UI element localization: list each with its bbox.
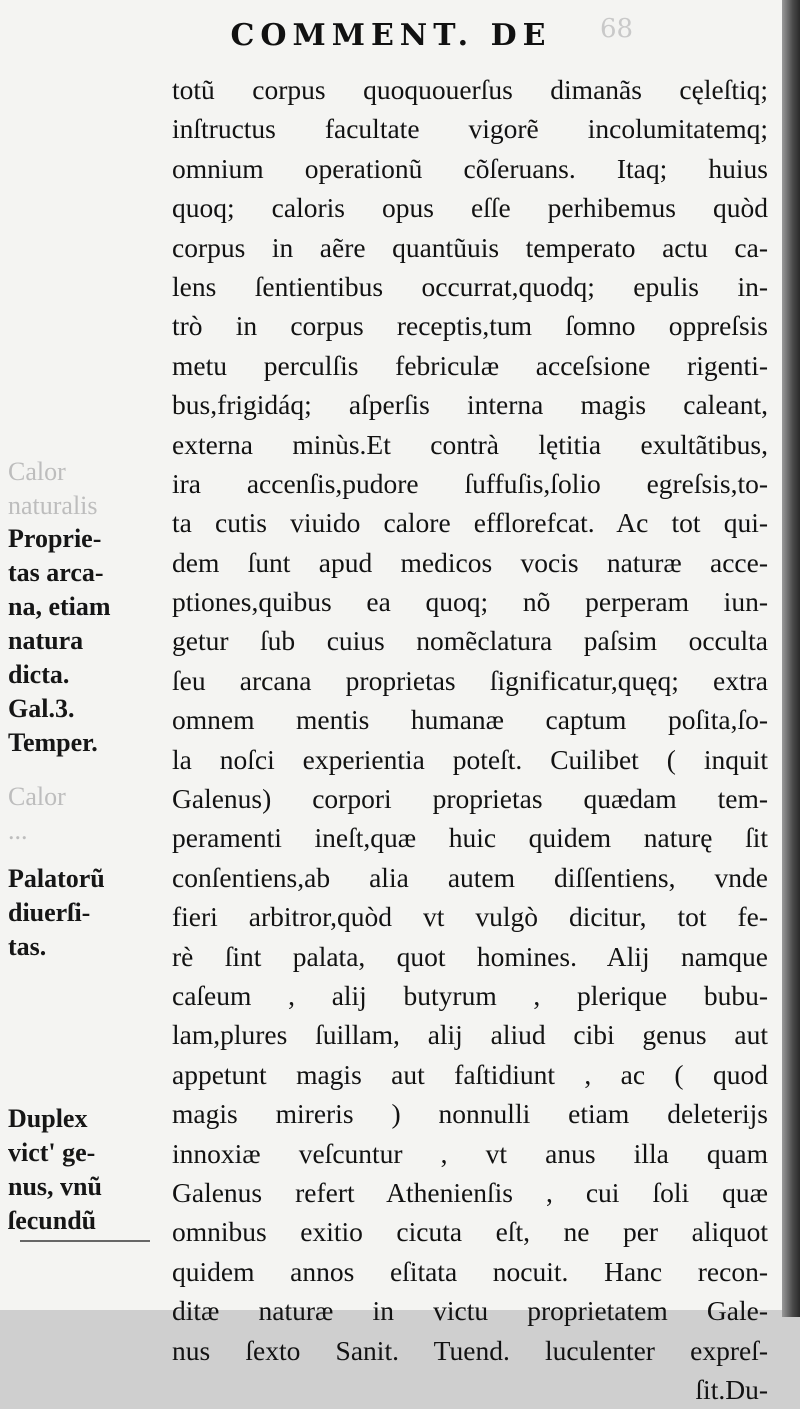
margin-note (8, 522, 178, 692)
text-line: externa minùs.Et contrà lętitia exultãtibus, (172, 428, 768, 460)
text-line: ditæ naturæ in victu proprietatem Gale- (172, 1295, 768, 1327)
text-line: totũ corpus quoquouerſus dimanãs cęleſtiq; (172, 74, 768, 105)
text-line: quoq; caloris opus eſſe perhibemus quòd (172, 192, 768, 224)
bleed-through-page-number: 68 (600, 14, 634, 44)
text-line: lam,plures ſuillam, alij aliud cibi genus aut (172, 1019, 768, 1051)
margin-note-line: Proprie- (8, 524, 102, 553)
margin-note-line: dicta. (8, 660, 70, 689)
margin-note-line: nus, vnũ (8, 1172, 102, 1201)
text-line: Galenus) corpori proprietas quædam tem- (172, 783, 768, 815)
text-line: conſentiens,ab alia autem diſſentiens, vnde (172, 861, 768, 893)
margin-note-line: Duplex (8, 1104, 88, 1133)
margin-note-line: vict' ge- (8, 1138, 96, 1167)
page-edge-shadow (782, 0, 800, 1317)
margin-note (8, 862, 178, 964)
text-line: quidem annos eſitata nocuit. Hanc recon- (172, 1255, 768, 1287)
text-line: appetunt magis aut faſtidiunt , ac ( quod (172, 1058, 768, 1090)
running-header: COMMENT. DE (230, 18, 552, 53)
text-line: magis mireris ) nonnulli etiam deleterijs (172, 1098, 768, 1130)
text-line: metu perculſis febriculæ acceſsione rigenti- (172, 349, 768, 381)
margin-note-line: ſecundũ (8, 1206, 97, 1235)
margin-note-line: Palatorũ (8, 864, 105, 893)
margin-note-line: Gal.3. (8, 694, 75, 723)
margin-note-line: na, etiam (8, 592, 111, 621)
margin-note-line: naturalis (8, 491, 98, 520)
text-line: omnium operationũ cõſeruans. Itaq; huius (172, 152, 768, 184)
margin-note-line: Calor (8, 457, 66, 486)
margin-note-faint (8, 455, 178, 523)
margin-note (8, 692, 178, 760)
text-line: ira accenſis,pudore ſuffuſis,ſolio egreſsis,to- (172, 467, 768, 499)
footer-rule (20, 1240, 150, 1242)
text-line: getur ſub cuius nomẽclatura paſsim occulta (172, 625, 768, 657)
margin-note-line: tas. (8, 932, 47, 961)
text-line: caſeum , alij butyrum , plerique bubu- (172, 979, 768, 1011)
text-line: bus,frigidáq; aſperſis interna magis caleant, (172, 389, 768, 421)
text-line: omnem mentis humanæ captum poſita,ſo- (172, 704, 768, 736)
margin-note-line: Calor (8, 782, 66, 811)
text-line: dem ſunt apud medicos vocis naturæ acce- (172, 546, 768, 578)
text-line: Galenus refert Athenienſis , cui ſoli quæ (172, 1176, 768, 1208)
text-line: omnibus exitio cicuta eſt, ne per aliquot (172, 1216, 768, 1248)
text-line: trò in corpus receptis,tum ſomno oppreſsis (172, 310, 768, 342)
margin-note-line: Temper. (8, 728, 98, 757)
text-line: ſit.Du- (695, 1373, 768, 1405)
text-line: corpus in aẽre quantũuis temperato actu ca- (172, 231, 768, 263)
text-line: rè ſint palata, quot homines. Alij namque (172, 940, 768, 972)
margin-note-line: diuerſi- (8, 898, 91, 927)
text-line: peramenti ineſt,quæ huic quidem naturę ſit (172, 822, 768, 854)
text-line: innoxiæ veſcuntur , vt anus illa quam (172, 1137, 768, 1169)
text-line: ſeu arcana proprietas ſignificatur,quęq; extra (172, 664, 768, 696)
margin-note (8, 1102, 178, 1238)
text-line: ptiones,quibus ea quoq; nõ perperam iun- (172, 586, 768, 618)
text-line: la noſci experientia poteſt. Cuilibet ( inquit (172, 743, 768, 775)
margin-note-faint (8, 780, 178, 848)
text-line: ta cutis viuido calore efflorefcat. Ac tot qui- (172, 507, 768, 539)
text-line: nus ſexto Sanit. Tuend. luculenter expreſ- (172, 1334, 768, 1366)
margin-note-line: ... (8, 816, 28, 845)
margin-note-line: natura (8, 626, 84, 655)
text-line: fieri arbitror,quòd vt vulgò dicitur, tot fe- (172, 901, 768, 933)
main-text-block (172, 70, 768, 1409)
text-line: lens ſentientibus occurrat,quodq; epulis in- (172, 270, 768, 302)
margin-note-line: tas arca- (8, 558, 104, 587)
text-line: inſtructus facultate vigorẽ incolumitatemq; (172, 113, 768, 145)
